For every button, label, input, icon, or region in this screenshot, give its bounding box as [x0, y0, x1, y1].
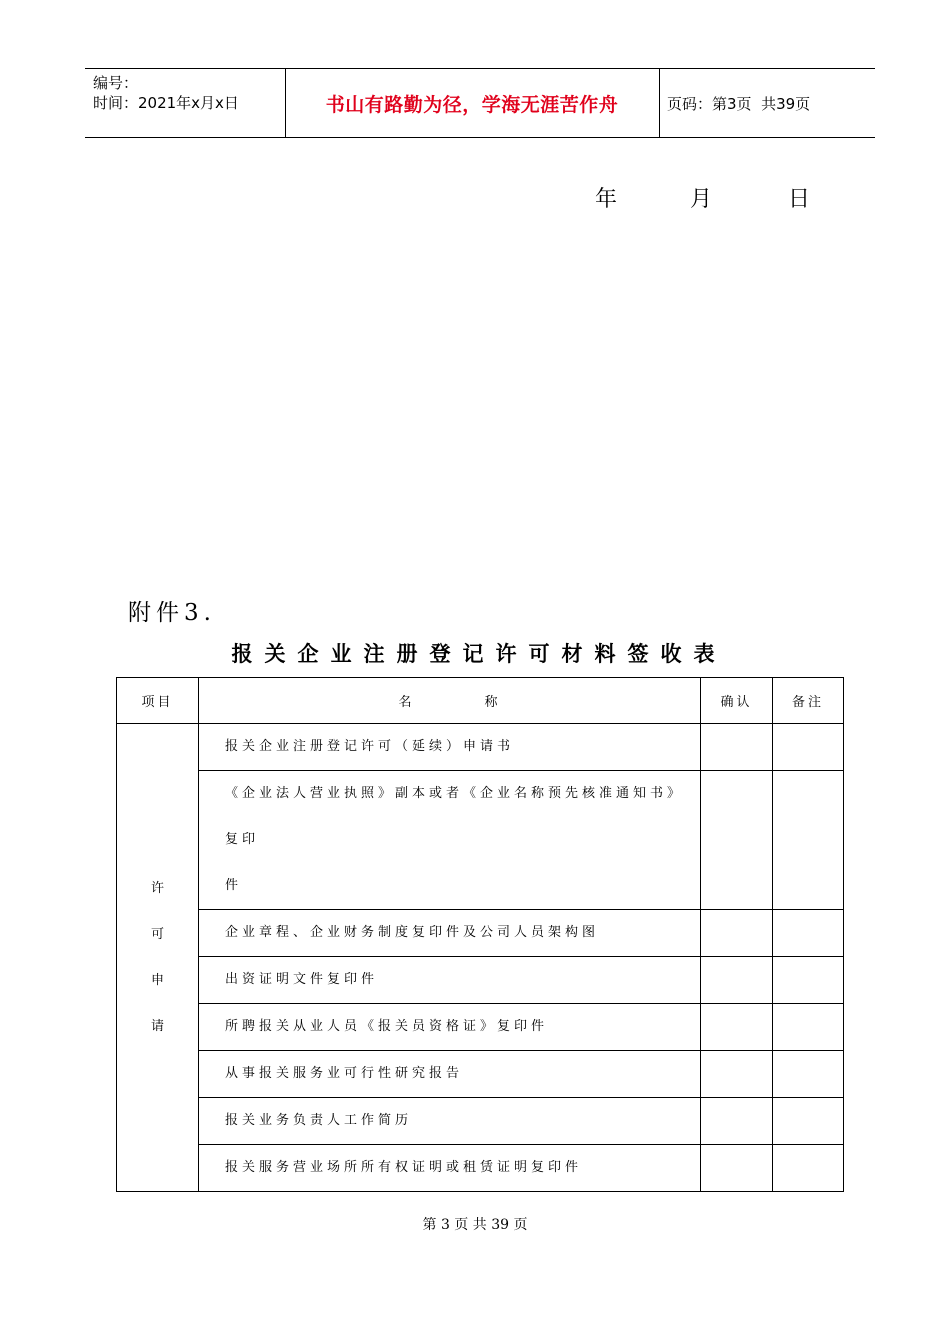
confirm-cell[interactable]: [701, 910, 773, 957]
table-row: [117, 1098, 844, 1145]
table-row: [117, 910, 844, 957]
material-item: 出资证明文件复印件: [199, 957, 701, 1004]
header-page-label: 页码：第3页 共39页: [667, 94, 811, 113]
material-item: 报关企业注册登记许可（延续）申请书: [199, 724, 701, 771]
col-header-confirm: 确认: [701, 678, 773, 724]
col-header-item: 项目: [117, 678, 199, 724]
col-header-remark: 备注: [773, 678, 844, 724]
table-row: [117, 1145, 844, 1192]
remark-cell[interactable]: [773, 1145, 844, 1192]
date-day: 日: [788, 187, 811, 212]
receipt-table: [116, 677, 844, 1192]
table-row: [117, 724, 844, 771]
page-header: [85, 68, 875, 138]
category-char: 可: [150, 926, 164, 942]
material-item: 从事报关服务业可行性研究报告: [199, 1051, 701, 1098]
remark-cell[interactable]: [773, 1098, 844, 1145]
material-item: 报关服务营业场所所有权证明或租赁证明复印件: [199, 1145, 701, 1192]
confirm-cell[interactable]: [701, 724, 773, 771]
table-row: [117, 957, 844, 1004]
material-item-line: 《企业法人营业执照》副本或者《企业名称预先核准通知书》复印: [225, 786, 685, 847]
table-header-row: [117, 678, 844, 724]
confirm-cell[interactable]: [701, 1145, 773, 1192]
time-label: 时间：2021年x月x日: [93, 94, 239, 112]
serial-label: 编号：: [93, 74, 139, 92]
date-year: 年: [595, 187, 618, 212]
remark-cell[interactable]: [773, 910, 844, 957]
page-footer: 第 3 页 共 39 页: [422, 1217, 528, 1233]
category-char: 许: [150, 880, 164, 896]
category-cell: [117, 724, 199, 1192]
document-title: 报关企业注册登记许可材料签收表: [231, 641, 727, 666]
material-item: 报关业务负责人工作简历: [199, 1098, 701, 1145]
confirm-cell[interactable]: [701, 771, 773, 910]
col-header-name-left: 名: [398, 695, 415, 710]
category-char: 申: [150, 972, 164, 988]
header-meta: [93, 73, 239, 113]
remark-cell[interactable]: [773, 771, 844, 910]
attachment-label: 附件3.: [128, 600, 216, 626]
material-item-line: 件: [225, 878, 243, 893]
col-header-name: [199, 678, 701, 724]
remark-cell[interactable]: [773, 957, 844, 1004]
header-motto: 书山有路勤为径，学海无涯苦作舟: [325, 93, 619, 116]
date-month: 月: [690, 187, 713, 212]
material-item: 企业章程、企业财务制度复印件及公司人员架构图: [199, 910, 701, 957]
confirm-cell[interactable]: [701, 1051, 773, 1098]
remark-cell[interactable]: [773, 1051, 844, 1098]
remark-cell[interactable]: [773, 724, 844, 771]
col-header-name-right: 称: [484, 695, 501, 710]
table-row: [117, 1051, 844, 1098]
confirm-cell[interactable]: [701, 1004, 773, 1051]
table-row: [117, 771, 844, 910]
material-item: 所聘报关从业人员《报关员资格证》复印件: [199, 1004, 701, 1051]
confirm-cell[interactable]: [701, 1098, 773, 1145]
header-divider: [659, 69, 660, 137]
material-item: [199, 771, 701, 910]
confirm-cell[interactable]: [701, 957, 773, 1004]
remark-cell[interactable]: [773, 1004, 844, 1051]
table-row: [117, 1004, 844, 1051]
category-char: 请: [150, 1018, 164, 1034]
